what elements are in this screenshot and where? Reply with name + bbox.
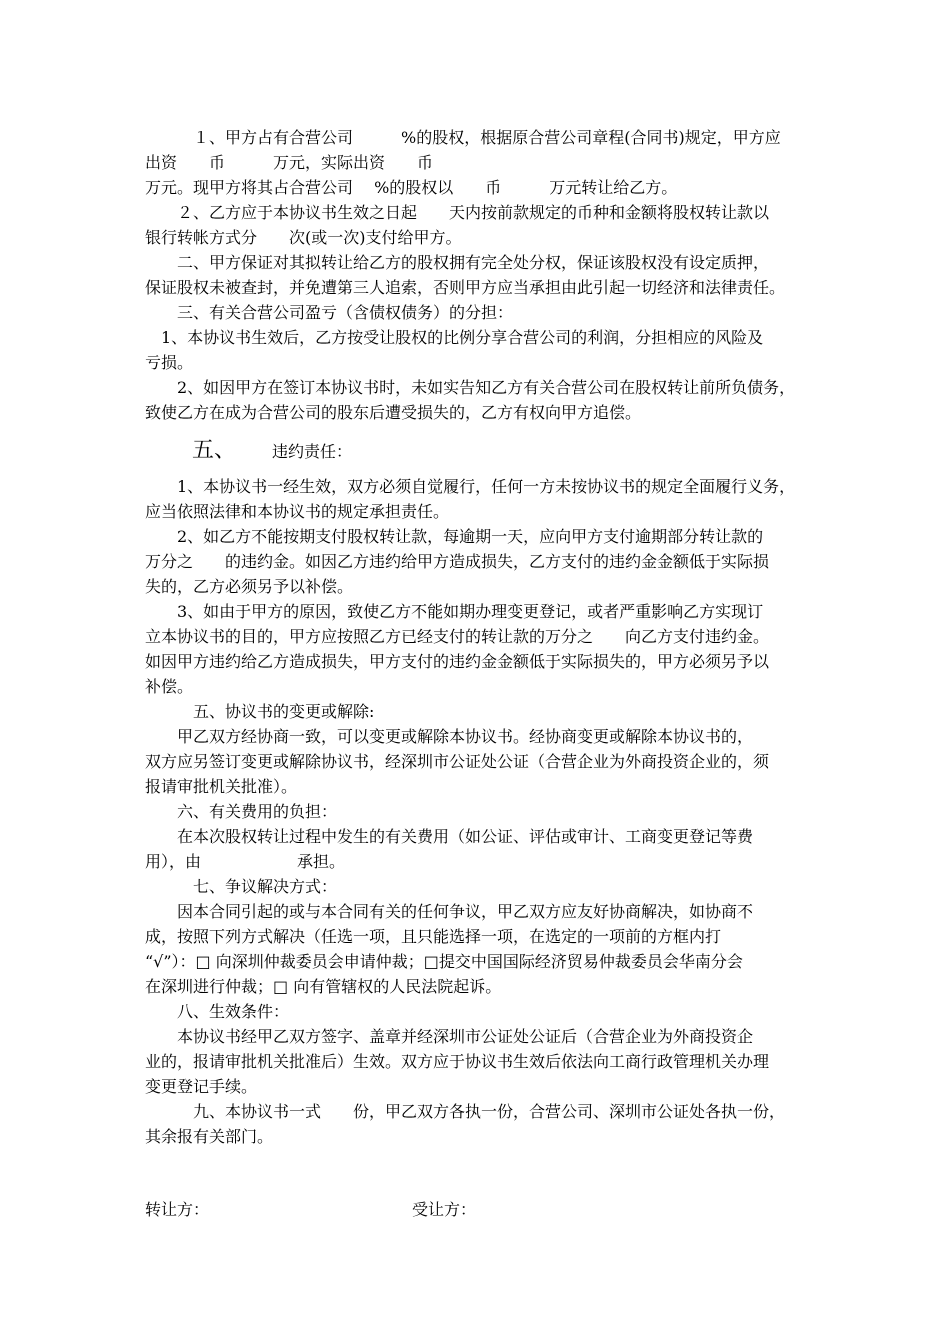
para-2-line-1: ２、乙方应于本协议书生效之日起 天内按前款规定的币种和金额将股权转让款以 (145, 203, 770, 222)
breach-item-3-line-4: 补偿。 (145, 677, 194, 696)
change-line-3: 报请审批机关批准）。 (145, 777, 298, 796)
section-5-title: 违约责任： (272, 442, 353, 461)
transferor-label: 转让方： (145, 1200, 210, 1219)
transferee-label: 受让方： (412, 1200, 477, 1219)
breach-item-2-line-3: 失的，乙方必须另予以补偿。 (145, 577, 354, 596)
copies-line-2: 其余报有关部门。 (145, 1127, 274, 1146)
change-line-1: 甲乙双方经协商一致，可以变更或解除本协议书。经协商变更或解除本协议书的， (145, 727, 754, 746)
fees-line-2: 用），由 承担。 (145, 852, 346, 871)
breach-item-3-line-2: 立本协议书的目的，甲方应按照乙方已经支付的转让款的万分之 向乙方支付违约金。 (145, 627, 770, 646)
breach-item-2-line-2: 万分之 的违约金。如因乙方违约给甲方造成损失，乙方支付的违约金金额低于实际损 (145, 552, 770, 571)
breach-item-1-line-1: 1、本协议书一经生效，双方必须自觉履行，任何一方未按协议书的规定全面履行义务， (145, 477, 796, 496)
section-3-item-1-line-2: 亏损。 (145, 353, 194, 372)
dispute-line-3: “√”）：□ 向深圳仲裁委员会申请仲裁；□提交中国国际经济贸易仲裁委员会华南分会 (145, 952, 743, 971)
effect-line-1: 本协议书经甲乙双方签字、盖章并经深圳市公证处公证后（合营企业为外商投资企 (145, 1027, 754, 1046)
dispute-line-1: 因本合同引起的或与本合同有关的任何争议，甲乙双方应友好协商解决，如协商不 (145, 902, 754, 921)
dispute-heading: 七、争议解决方式： (145, 877, 338, 896)
change-line-2: 双方应另签订变更或解除协议书，经深圳市公证处公证（合营企业为外商投资企业的，须 (145, 752, 770, 771)
breach-item-3-line-1: 3、如由于甲方的原因，致使乙方不能如期办理变更登记，或者严重影响乙方实现订 (145, 602, 764, 621)
section-3-item-2-line-2: 致使乙方在成为合营公司的股东后遭受损失的，乙方有权向甲方追偿。 (145, 403, 642, 422)
fees-line-1: 在本次股权转让过程中发生的有关费用（如公证、评估或审计、工商变更登记等费 (145, 827, 754, 846)
breach-item-2-line-1: 2、如乙方不能按期支付股权转让款，每逾期一天，应向甲方支付逾期部分转让款的 (145, 527, 764, 546)
section-3-item-1-line-1: 1、本协议书生效后，乙方按受让股权的比例分享合营公司的利润，分担相应的风险及 (145, 328, 764, 347)
para-1-line-3: 万元。现甲方将其占合营公司 %的股权以 币 万元转让给乙方。 (145, 178, 678, 197)
para-1-line-1: １、甲方占有合营公司 %的股权，根据原合营公司章程(合同书)规定，甲方应 (145, 128, 781, 147)
fees-heading: 六、有关费用的负担： (145, 802, 338, 821)
section-2-line-2: 保证股权未被查封，并免遭第三人追索，否则甲方应当承担由此引起一切经济和法律责任。 (145, 278, 786, 297)
breach-item-3-line-3: 如因甲方违约给乙方造成损失，甲方支付的违约金金额低于实际损失的，甲方必须另予以 (145, 652, 770, 671)
dispute-line-4: 在深圳进行仲裁；□ 向有管辖权的人民法院起诉。 (145, 977, 502, 996)
copies-line-1: 九、本协议书一式 份，甲乙双方各执一份，合营公司、深圳市公证处各执一份， (145, 1102, 786, 1121)
section-5-number: 五、 (192, 438, 237, 463)
effect-line-3: 变更登记手续。 (145, 1077, 258, 1096)
change-heading: 五、协议书的变更或解除: (145, 702, 375, 721)
para-2-line-2: 银行转帐方式分 次(或一次)支付给甲方。 (145, 228, 462, 247)
breach-item-1-line-2: 应当依照法律和本协议书的规定承担责任。 (145, 502, 450, 521)
section-3-item-2-line-1: 2、如因甲方在签订本协议书时，未如实告知乙方有关合营公司在股权转让前所负债务， (145, 378, 796, 397)
effect-line-2: 业的，报请审批机关批准后）生效。双方应于协议书生效后依法向工商行政管理机关办理 (145, 1052, 770, 1071)
section-2-line-1: 二、甲方保证对其拟转让给乙方的股权拥有完全处分权，保证该股权没有设定质押， (145, 253, 770, 272)
para-1-line-2: 出资 币 万元，实际出资 币 (145, 153, 434, 172)
dispute-line-2: 成，按照下列方式解决（任选一项，且只能选择一项，在选定的一项前的方框内打 (145, 927, 722, 946)
section-3-heading: 三、有关合营公司盈亏（含债权债务）的分担： (145, 303, 514, 322)
effect-heading: 八、生效条件： (145, 1002, 290, 1021)
